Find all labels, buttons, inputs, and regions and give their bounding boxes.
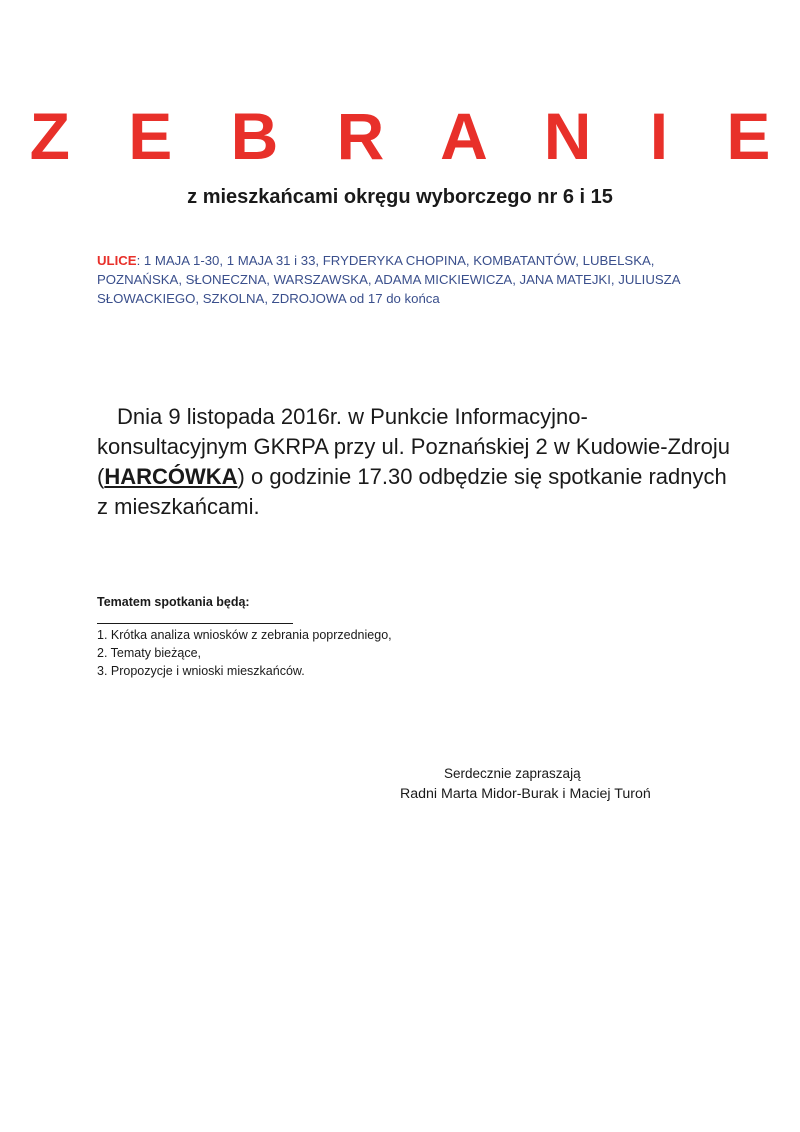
topics-heading: Tematem spotkania będą:	[97, 595, 250, 609]
venue-name: HARCÓWKA	[104, 464, 238, 489]
topic-item: 1. Krótka analiza wniosków z zebrania poprzedniego,	[97, 628, 392, 642]
streets-text: : 1 MAJA 1-30, 1 MAJA 31 i 33, FRYDERYKA CHOPINA, KOMBATANTÓW, LUBELSKA, POZNAŃSKA, SŁONECZNA, WARSZAWSKA, ADAMA MICKIEWICZA, JANA MATEJKI, JULIUSZA SŁOWACKIEGO, SZKOLNA, ZDROJOWA od 17 do końca	[97, 253, 680, 306]
streets-list	[97, 251, 737, 308]
topics-divider	[97, 611, 293, 624]
topics-section	[97, 593, 597, 680]
topic-item: 3. Propozycje i wnioski mieszkańców.	[97, 664, 305, 678]
signature-block	[380, 763, 740, 805]
streets-label: ULICE	[97, 253, 137, 268]
page-title	[0, 98, 800, 174]
signature-names: Radni Marta Midor-Burak i Maciej Turoń	[400, 786, 651, 802]
announcement-paragraph	[97, 402, 737, 522]
invitation-text: Serdecznie zapraszają	[444, 766, 581, 781]
page-title-text: Z E B R A N I E	[29, 99, 791, 173]
announcement-after: ) o godzinie 17.30 odbędzie się spotkanie radnych z mieszkańcami.	[97, 464, 727, 519]
page-subtitle: z mieszkańcami okręgu wyborczego nr 6 i 15	[187, 186, 613, 208]
announcement-before: Dnia 9 listopada 2016r. w Punkcie Informacyjno-konsultacyjnym GKRPA przy ul. Poznańskiej 2 w Kudowie-Zdroju (	[97, 404, 730, 489]
topic-item: 2. Tematy bieżące,	[97, 646, 201, 660]
